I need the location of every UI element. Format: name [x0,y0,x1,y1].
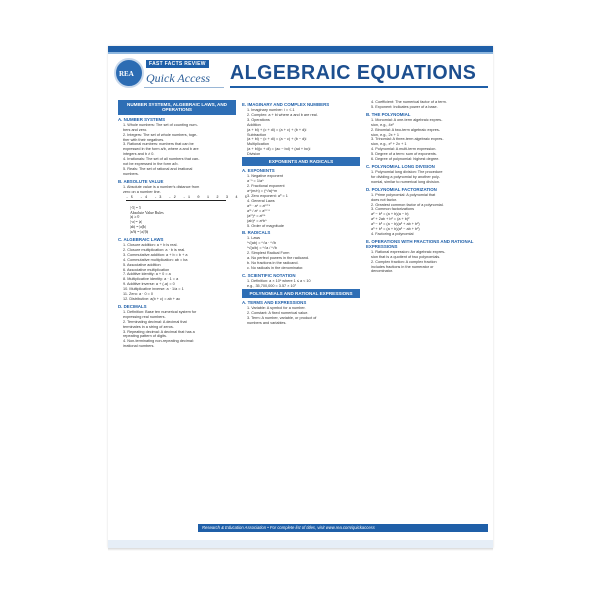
text-line: 1. Laws [247,236,261,241]
text-line: nomial, similar to numerical long division. [371,179,441,184]
column-1 [118,100,250,349]
text-line: a² − b² = (a + b)(a − b) [371,212,409,217]
text-line: b. No fractions in the radicand. [247,260,299,265]
text-line: a^(m/n) = (ⁿ√a)^m [247,189,278,194]
text-line: repeating pattern of digits. [123,334,167,339]
text-line: denominator. [371,269,393,274]
series-tag: FAST FACTS REVIEW [146,60,209,68]
text-line: aᵐ · aⁿ = aᵐ⁺ⁿ [247,203,271,208]
text-line: 1. Imaginary number: i = √-1 [247,108,295,112]
terms-continued-text [366,100,484,110]
logo-text: REA [119,70,134,78]
number-systems-text [118,123,236,177]
text-line: |a| ≥ 0 [130,215,140,220]
text-line: c. No radicals in the denominator. [247,265,304,270]
number-line-axis [126,200,226,201]
text-line: for dividing a polynomial by another poly- [371,174,441,179]
text-line: 1. Rational expression: An algebraic expres- [371,249,446,254]
brand-underline [144,87,224,88]
rational-expressions-text [366,250,484,275]
subsection-scientific-notation: C. SCIENTIFIC NOTATION [242,272,296,278]
text-line: (a + bi) + (c + di) = (a + c) + (b + d)i [247,127,307,132]
text-line: 3. Rational numbers: numbers that can be [123,142,194,147]
subsection-imaginary-numbers: E. IMAGINARY AND COMPLEX NUMBERS [242,102,330,107]
text-line: Subtraction [247,132,267,137]
column-2 [242,100,360,326]
terms-text [242,306,360,326]
text-line: 1. Negative exponent [247,174,283,179]
text-line: ⁿ√(ab) = ⁿ√a · ⁿ√b [247,241,277,246]
text-line: not be expressed in the form a/b. [123,162,179,167]
text-line: (a + bi)(c + di) = (ac − bd) + (ad + bc)i [247,147,311,152]
text-line: 2. Complex fraction: A complex fraction [371,259,437,264]
text-line: sion, e.g., x² + 2x + 1 [371,142,407,147]
subsection-decimals: D. DECIMALS [118,303,147,309]
text-line: 1. Polynomial long division: The procedure [371,169,443,174]
text-line: 1. Definition: a × 10ⁿ where 1 ≤ a < 10 [247,278,311,283]
polynomial-text [366,118,484,162]
text-line: bers and zero. [123,127,148,132]
text-line: numbers and variables. [247,320,287,325]
text-line: Absolute Value Rules [130,210,164,215]
number-line [126,195,250,204]
imaginary-numbers-text [242,108,360,157]
content-columns [118,100,488,520]
text-line: a² + 2ab + b² = (a + b)² [371,217,410,222]
text-line: 5. Associative addition [123,262,161,267]
text-line: 2. Constant: A fixed numerical value. [247,310,309,315]
footer-bar [198,524,488,532]
text-line: 3. Repeating decimal: A decimal that has a [123,329,195,334]
text-line: |-a| = |a| [130,220,143,225]
text-line: 1. Absolute value is a number's distance from [123,184,200,189]
text-line: 3. Zero exponent: a⁰ = 1 [247,194,288,199]
text-line: 4. Irrationals: The set of all numbers that can- [123,157,200,162]
text-line: includes fractions in the numerator or [371,264,434,269]
text-line: expressing real numbers. [123,314,166,319]
subsection-radicals: B. RADICALS [242,230,271,236]
text-line: zero on a number line. [123,189,161,194]
sheet-shadow [108,548,493,551]
subsection-exponents: A. EXPONENTS [242,168,275,174]
subsection-polynomial: B. THE POLYNOMIAL [366,111,411,117]
text-line: 6. Degree of polynomial: highest degree. [371,157,440,162]
text-line: 2. Complex: a + bi where a and b are real. [247,112,318,117]
subsection-factorization: D. POLYNOMIAL FACTORIZATION [366,186,437,192]
text-line: 6. Associative multiplication [123,267,170,272]
brand-name: Quick Access [146,71,211,85]
text-line: 1. Whole numbers: The set of counting num- [123,122,198,127]
text-line: numbers. [123,171,139,176]
text-line: 2. Fractional exponent [247,184,285,189]
text-line: a. No perfect powers in the radicand. [247,256,310,261]
column-3 [366,100,484,274]
text-line: integers and b ≠ 0. [123,152,155,157]
text-line: sion, e.g., 2x + 1 [371,132,399,137]
text-line: irrational numbers. [123,344,155,349]
decimals-text [118,310,236,349]
text-line: 4. Coefficient: The numerical factor of a term. [371,100,447,104]
quick-access-sheet [108,46,493,548]
text-line: 12. Distributive: a(b + c) = ab + ac [123,297,181,301]
subsection-algebraic-laws: C. ALGEBRAIC LAWS [118,237,164,243]
absolute-value-math [118,206,236,235]
number-line-labels: -5 -4 -3 -2 -1 0 1 2 3 4 5 [126,195,250,200]
text-line: a⁻ⁿ = 1/aⁿ [247,179,264,184]
text-line: 1. Variable: A symbol for a number. [247,306,306,310]
text-line: does not factor. [371,197,397,202]
footer-text: Research & Education Association • For complete list of titles, visit www.rea.com/quickaccess [202,525,375,530]
title-underline [230,86,488,88]
text-line: terminates in a string of zeros. [123,324,174,329]
subsection-terms: A. TERMS AND EXPRESSIONS [242,300,307,305]
exponents-text [242,174,360,228]
text-line: 2. Integers: The set of whole numbers, toge- [123,132,198,137]
text-line: |ab| = |a||b| [130,225,147,230]
subsection-absolute-value: B. ABSOLUTE VALUE [118,178,164,184]
subsection-rational-expressions: E. OPERATIONS WITH FRACTIONS AND RATIONAL EXPRESSIONS [366,238,474,249]
algebraic-laws-text [118,243,236,302]
text-line: Division [247,152,261,157]
text-line: sion, e.g., 4x² [371,122,394,127]
text-line: 3. Operations [247,117,270,122]
text-line: (a + bi) − (c + di) = (a − c) + (b − d)i [247,137,307,142]
text-line: 2. Terminating decimal: A decimal that [123,319,187,324]
text-line: 4. Polynomial: A multi-term expression. [371,147,437,152]
text-line: a³ + b³ = (a + b)(a² − ab + b²) [371,227,420,232]
section-header-exponents: EXPONENTS AND RADICALS [242,157,360,166]
text-line: 4. General Laws [247,199,275,203]
text-line: Addition [247,122,261,127]
factorization-text [366,193,484,237]
text-line: 9. Additive inverse: a + (-a) = 0 [123,282,175,287]
text-line: 5. Order of magnitude [247,223,284,228]
radicals-text [242,236,360,270]
scientific-notation-text [242,279,360,289]
long-division-text [366,170,484,185]
section-header-number-systems: NUMBER SYSTEMS, ALGEBRAIC LAWS, AND OPERATIONS [118,100,236,115]
text-line: 1. Definition: Base ten numerical system for [123,309,197,314]
text-line: 5. Exponent: Indicates power of a base. [371,104,438,109]
subsection-long-division: C. POLYNOMIAL LONG DIVISION [366,163,435,169]
text-line: 2. Simplest Radical Form [247,251,290,256]
absolute-value-text [118,185,236,195]
text-line: 5. Reals: The set of rational and irrational [123,166,193,171]
text-line: e.g., 35,700,000 = 3.57 × 10⁷ [247,283,297,288]
text-line: Multiplication [247,142,269,147]
text-line: 3. Common factorizations [371,207,415,212]
text-line: |-5| = 5 [130,205,141,210]
text-line: 7. Additive identity: a + 0 = a [123,272,171,277]
text-line: aᵐ / aⁿ = aᵐ⁻ⁿ [247,208,270,213]
text-line: 1. Monomial: A one-term algebraic expres- [371,117,443,122]
section-header-polynomials: POLYNOMIALS AND RATIONAL EXPRESSIONS [242,289,360,298]
text-line: 3. Trinomial: A three-term algebraic expres- [371,137,444,142]
text-line: 4. Factoring a polynomial [371,231,414,236]
text-line: 1. Closure addition: a + b is real. [123,243,178,248]
text-line: |a/b| = |a|/|b| [130,230,149,235]
top-accent-bar [108,52,493,54]
text-line: 1. Prime polynomial: A polynomial that [371,192,436,197]
text-line: 10. Multiplicative inverse: a · 1/a = 1 [123,287,184,292]
text-line: 11. Zero: a · 0 = 0 [123,292,154,297]
text-line: a³ − b³ = (a − b)(a² + ab + b²) [371,222,420,227]
text-line: sion that is a quotient of two polynomials. [371,254,441,259]
text-line: ⁿ√(a/b) = ⁿ√a / ⁿ√b [247,246,277,251]
text-line: 8. Multiplicative identity: a · 1 = a [123,277,179,282]
text-line: (ab)ⁿ = aⁿbⁿ [247,218,267,223]
text-line: ther with their negatives. [123,137,165,142]
subsection-number-systems: A. NUMBER SYSTEMS [118,116,166,122]
text-line: 5. Degree of a term: sum of exponents. [371,152,437,157]
text-line: 3. Term: A number, variable, or product of [247,315,317,320]
text-line: 2. Closure multiplication: a · b is real. [123,247,186,252]
text-line: (aᵐ)ⁿ = aᵐⁿ [247,213,266,218]
text-line: expressed in the form a/b, where a and b are [123,147,199,152]
rea-logo-icon [114,58,144,88]
text-line: 2. Greatest common factor of a polynomial. [371,202,444,207]
footer-strip [108,540,493,548]
text-line: 4. Non-terminating non-repeating decimal: [123,339,194,344]
page-title: ALGEBRAIC EQUATIONS [230,62,477,84]
text-line: 2. Binomial: A two-term algebraic expres- [371,127,441,132]
text-line: 3. Commutative addition: a + b = b + a [123,252,188,257]
text-line: 4. Commutative multiplication: ab = ba [123,257,188,262]
